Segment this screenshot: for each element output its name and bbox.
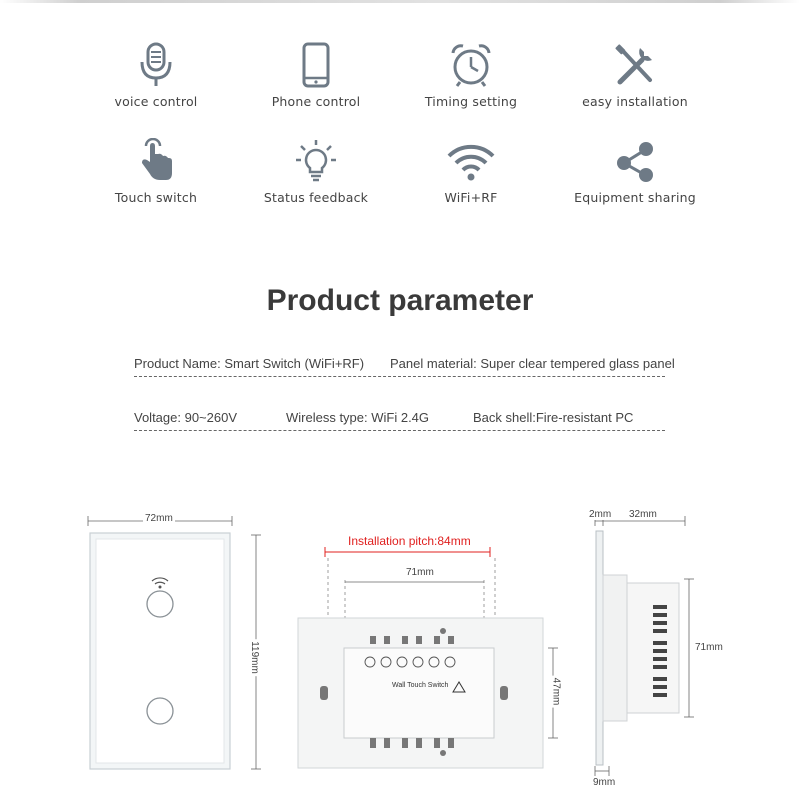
- dashed-divider: [134, 430, 665, 431]
- hole-spacing-label: 71mm: [406, 567, 434, 578]
- feature-status-feedback: [236, 138, 396, 205]
- feature-equipment-sharing: [555, 138, 715, 205]
- feature-voice-control: [76, 42, 236, 109]
- bottom-thickness-label: 9mm: [593, 777, 616, 788]
- param-back-shell: Back shell:Fire-resistant PC: [473, 410, 634, 425]
- feature-phone-control: [236, 42, 396, 109]
- feature-label: voice control: [114, 94, 198, 109]
- share-icon: [612, 138, 658, 184]
- param-panel-material: Panel material: Super clear tempered glass panel: [390, 356, 675, 371]
- feature-wifi-rf: [391, 138, 551, 205]
- dashed-divider: [134, 376, 665, 377]
- feature-label: Phone control: [271, 94, 361, 109]
- feature-label: Timing setting: [424, 94, 518, 109]
- alarm-clock-icon: [448, 42, 494, 88]
- feature-label: WiFi+RF: [444, 190, 498, 205]
- installation-pitch-label: Installation pitch:84mm: [348, 534, 471, 548]
- feature-touch-switch: [76, 138, 236, 205]
- param-voltage: Voltage: 90~260V: [134, 410, 238, 425]
- feature-label: Equipment sharing: [574, 190, 696, 205]
- microphone-icon: [134, 42, 178, 88]
- touch-hand-icon: [134, 138, 178, 184]
- section-title: Product parameter: [266, 284, 534, 317]
- feature-label: Status feedback: [263, 190, 369, 205]
- phone-icon: [294, 42, 338, 88]
- module-height-label: 47mm: [550, 677, 562, 706]
- lightbulb-icon: [293, 138, 339, 184]
- device-label: Wall Touch Switch: [392, 682, 449, 689]
- side-height-label: 71mm: [695, 642, 723, 653]
- feature-easy-installation: [555, 42, 715, 109]
- body-depth-label: 32mm: [629, 509, 657, 520]
- glass-thickness-label: 2mm: [589, 509, 612, 520]
- front-width-label: 72mm: [145, 513, 173, 524]
- wifi-icon: [446, 138, 496, 184]
- side-view-diagram: [585, 505, 695, 785]
- tools-icon: [612, 42, 658, 88]
- front-height-label: 119mm: [248, 641, 260, 674]
- param-wireless-type: Wireless type: WiFi 2.4G: [286, 410, 430, 425]
- feature-label: easy installation: [582, 94, 688, 109]
- feature-timing-setting: [391, 42, 551, 109]
- top-divider: [0, 0, 800, 3]
- feature-label: Touch switch: [114, 190, 198, 205]
- param-product-name: Product Name: Smart Switch (WiFi+RF): [134, 356, 365, 371]
